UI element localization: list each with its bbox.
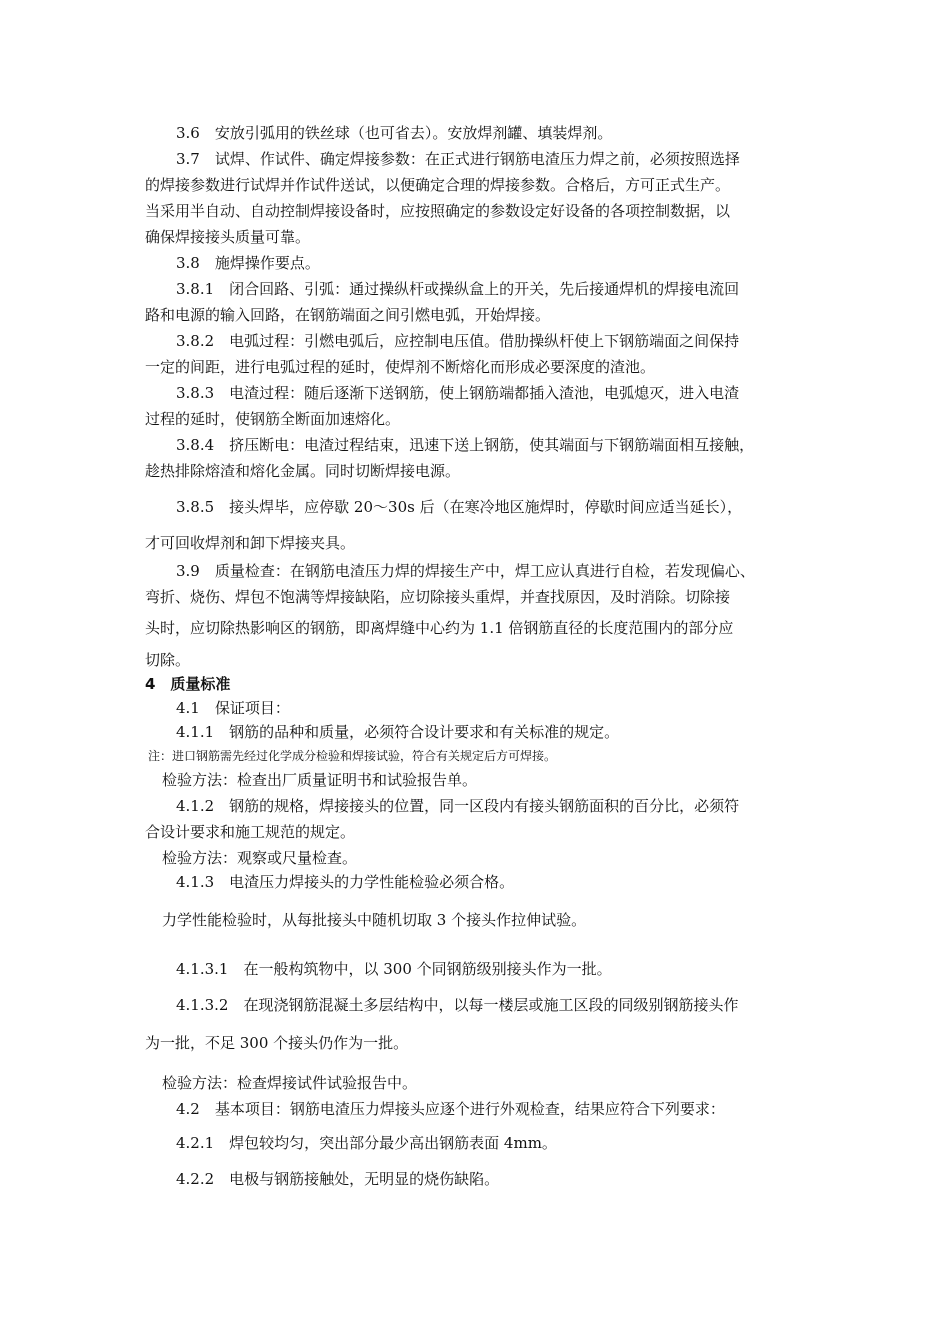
para-4-1-3-2: 4.1.3.2 在现浇钢筋混凝土多层结构中，以每一楼层或施工区段的同级别钢筋接头作 — [176, 996, 739, 1014]
inspection-method: 检验方法：检查出厂质量证明书和试验报告单。 — [162, 771, 478, 789]
para-4-1: 4.1 保证项目： — [176, 699, 290, 717]
para-4-1-2: 4.1.2 钢筋的规格，焊接接头的位置，同一区段内有接头钢筋面积的百分比，必须符 — [176, 797, 740, 815]
para-3-8-5: 3.8.5 接头焊毕，应停歇 20～30s 后（在寒冷地区施焊时，停歇时间应适当延长）， — [176, 498, 743, 516]
para-3-9-cont: 切除。 — [145, 651, 191, 669]
para-4-1-3-2-cont: 为一批，不足 300 个接头仍作为一批。 — [145, 1034, 409, 1052]
inspection-method: 检验方法：观察或尺量检查。 — [162, 849, 358, 867]
para-3-9-cont: 头时，应切除热影响区的钢筋，即离焊缝中心约为 1.1 倍钢筋直径的长度范围内的部分应 — [145, 619, 734, 637]
para-3-9: 3.9 质量检查：在钢筋电渣压力焊的焊接生产中，焊工应认真进行自检，若发现偏心、 — [176, 562, 755, 580]
inspection-method: 检验方法：检查焊接试件试验报告中。 — [162, 1074, 418, 1092]
para-4-2-2: 4.2.2 电极与钢筋接触处，无明显的烧伤缺陷。 — [176, 1170, 500, 1188]
para-3-8-3: 3.8.3 电渣过程：随后逐渐下送钢筋，使上钢筋端都插入渣池，电弧熄灭，进入电渣 — [176, 384, 740, 402]
para-4-1-3: 4.1.3 电渣压力焊接头的力学性能检验必须合格。 — [176, 873, 515, 891]
mechanical-test-line: 力学性能检验时，从每批接头中随机切取 3 个接头作拉伸试验。 — [162, 911, 587, 929]
para-3-8-4-cont: 趁热排除熔渣和熔化金属。同时切断焊接电源。 — [145, 462, 461, 480]
para-3-7: 3.7 试焊、作试件、确定焊接参数：在正式进行钢筋电渣压力焊之前，必须按照选择 — [176, 150, 740, 168]
para-3-8-5-cont: 才可回收焊剂和卸下焊接夹具。 — [145, 534, 356, 552]
note-line: 注：进口钢筋需先经过化学成分检验和焊接试验，符合有关规定后方可焊接。 — [148, 749, 557, 763]
para-3-7-cont: 当采用半自动、自动控制焊接设备时，应按照确定的参数设定好设备的各项控制数据，以 — [145, 202, 731, 220]
para-3-8-2-cont: 一定的间距，进行电弧过程的延时，使焊剂不断熔化而形成必要深度的渣池。 — [145, 358, 656, 376]
para-4-2-1: 4.2.1 焊包较均匀，突出部分最少高出钢筋表面 4mm。 — [176, 1134, 557, 1152]
para-3-7-cont: 的焊接参数进行试焊并作试件送试，以便确定合理的焊接参数。合格后，方可正式生产。 — [145, 176, 731, 194]
para-3-8-3-cont: 过程的延时，使钢筋全断面加速熔化。 — [145, 410, 401, 428]
para-3-8-1-cont: 路和电源的输入回路，在钢筋端面之间引燃电弧，开始焊接。 — [145, 306, 551, 324]
para-3-6: 3.6 安放引弧用的铁丝球（也可省去）。安放焊剂罐、填装焊剂。 — [176, 124, 613, 142]
para-3-8-1: 3.8.1 闭合回路、引弧：通过操纵杆或操纵盒上的开关，先后接通焊机的焊接电流回 — [176, 280, 740, 298]
para-3-8: 3.8 施焊操作要点。 — [176, 254, 320, 272]
para-4-2: 4.2 基本项目：钢筋电渣压力焊接头应逐个进行外观检查，结果应符合下列要求： — [176, 1100, 725, 1118]
para-4-1-3-1: 4.1.3.1 在一般构筑物中，以 300 个同钢筋级别接头作为一批。 — [176, 960, 612, 978]
para-3-8-4: 3.8.4 挤压断电：电渣过程结束，迅速下送上钢筋，使其端面与下钢筋端面相互接触， — [176, 436, 755, 454]
para-4-1-1: 4.1.1 钢筋的品种和质量，必须符合设计要求和有关标准的规定。 — [176, 723, 620, 741]
para-4-1-2-cont: 合设计要求和施工规范的规定。 — [145, 823, 356, 841]
para-3-8-2: 3.8.2 电弧过程：引燃电弧后，应控制电压值。借肋操纵杆使上下钢筋端面之间保持 — [176, 332, 740, 350]
para-3-9-cont: 弯折、烧伤、焊包不饱满等焊接缺陷，应切除接头重焊，并查找原因，及时消除。切除接 — [145, 588, 731, 606]
section-heading-4: 4 质量标准 — [145, 675, 231, 693]
para-3-7-cont: 确保焊接接头质量可靠。 — [145, 228, 311, 246]
